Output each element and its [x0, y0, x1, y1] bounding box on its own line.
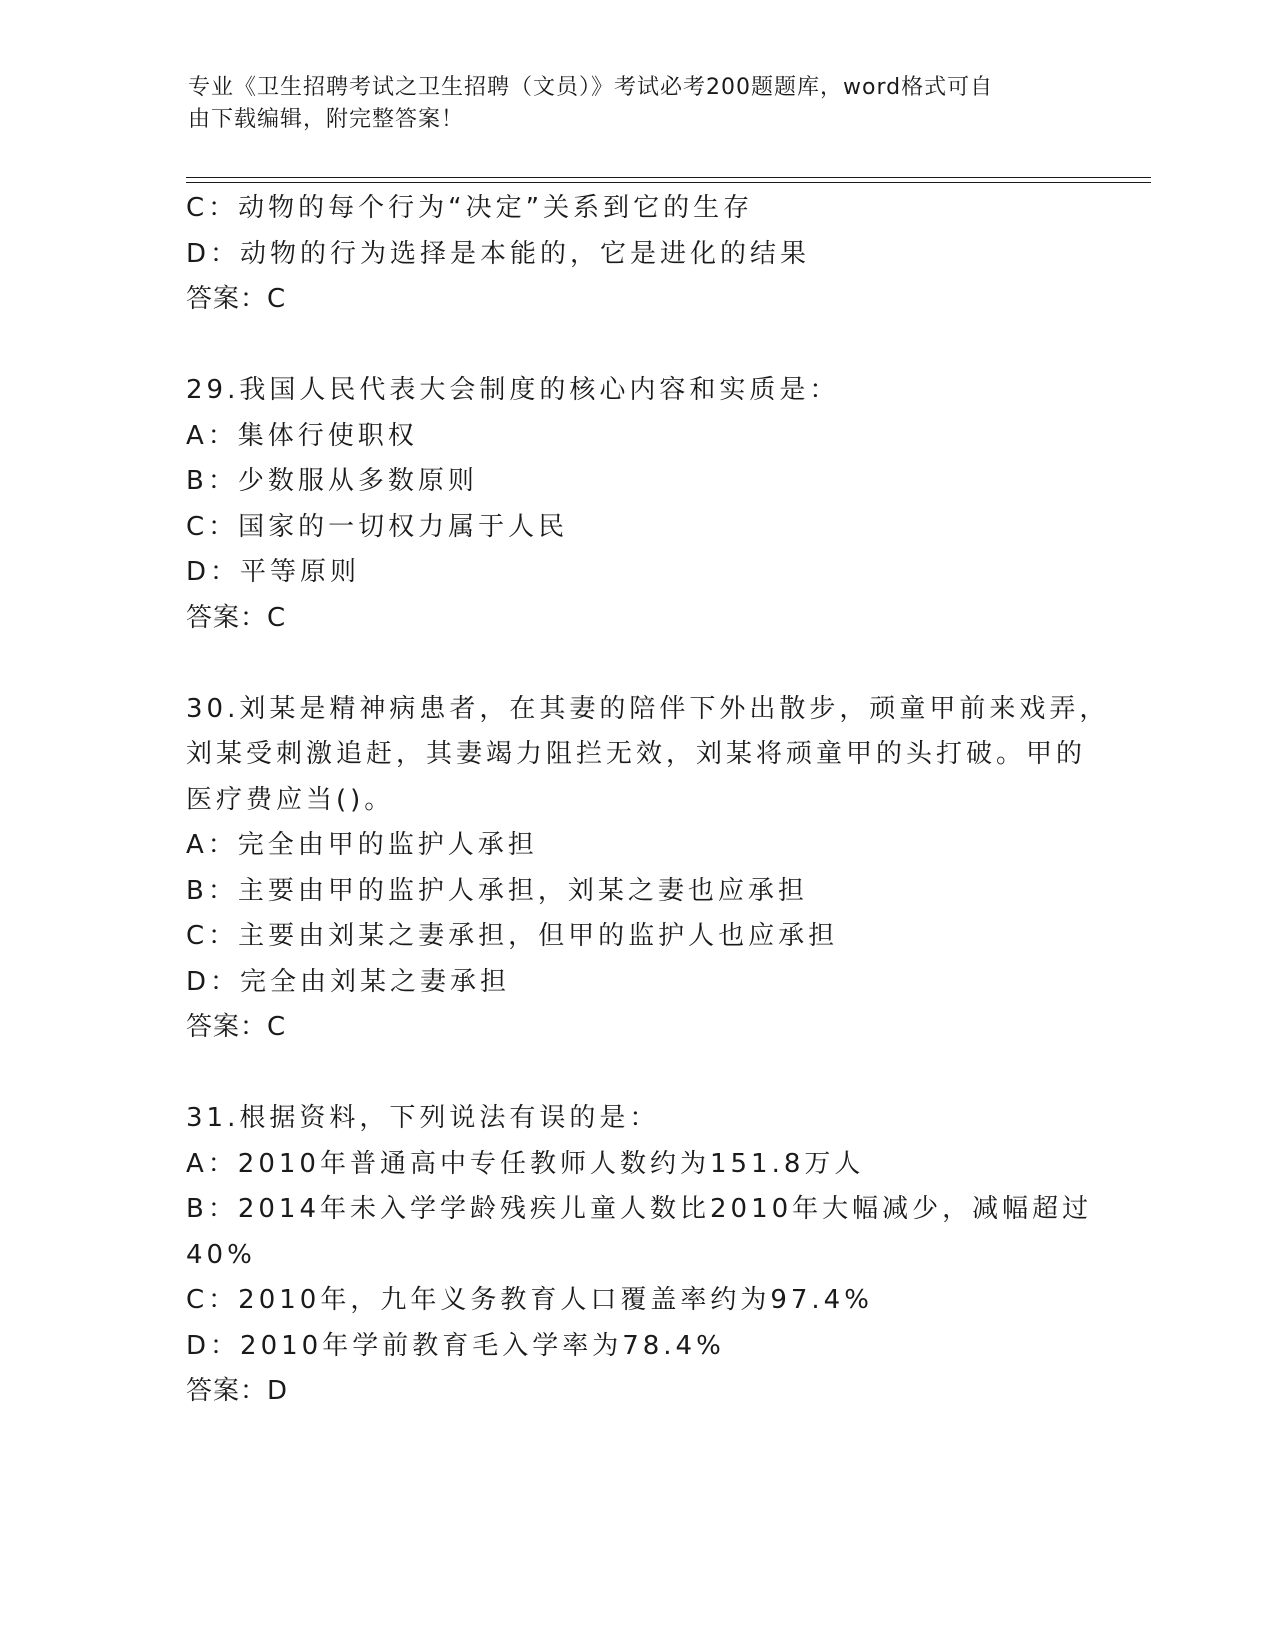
answer-line: 答案：C	[186, 284, 287, 314]
option-d: D：动物的行为选择是本能的，它是进化的结果	[186, 238, 811, 269]
option-b-line-2: 40%	[186, 1239, 256, 1270]
spacer	[186, 323, 1066, 369]
question-29	[186, 368, 1066, 641]
header-rule-bottom	[186, 182, 1151, 183]
option-d: D：完全由刘某之妻承担	[186, 966, 511, 997]
answer-line: 答案：C	[186, 1012, 287, 1042]
question-30	[186, 687, 1110, 1051]
option-c: C：国家的一切权力属于人民	[186, 511, 569, 542]
document-body	[186, 186, 1110, 1415]
question-stem: 29.我国人民代表大会制度的核心内容和实质是：	[186, 375, 840, 405]
spacer	[186, 1051, 1066, 1097]
option-a: A：集体行使职权	[186, 420, 418, 451]
option-c: C：主要由刘某之妻承担，但甲的监护人也应承担	[186, 921, 839, 951]
option-b: B：主要由甲的监护人承担，刘某之妻也应承担	[186, 875, 808, 906]
header-rule-top	[186, 177, 1151, 178]
option-c: C：动物的每个行为“决定”关系到它的生存	[186, 193, 754, 223]
answer-line: 答案：D	[186, 1376, 289, 1406]
option-b-line-1: B：2014年未入学学龄残疾儿童人数比2010年大幅减少，减幅超过	[186, 1194, 1093, 1224]
question-stem-line-2: 刘某受刺激追赶，其妻竭力阻拦无效，刘某将顽童甲的头打破。甲的	[186, 739, 1087, 769]
header-line-1: 专业《卫生招聘考试之卫生招聘（文员）》考试必考200题题库，word格式可自	[188, 75, 994, 100]
spacer	[186, 641, 1066, 687]
question-stem-line-3: 医疗费应当()。	[186, 784, 395, 815]
answer-line: 答案：C	[186, 602, 287, 633]
option-c: C：2010年，九年义务教育人口覆盖率约为97.4%	[186, 1285, 873, 1315]
option-a: A：2010年普通高中专任教师人数约为151.8万人	[186, 1148, 865, 1179]
question-28-tail	[186, 186, 1066, 323]
option-b: B：少数服从多数原则	[186, 466, 478, 496]
option-a: A：完全由甲的监护人承担	[186, 830, 538, 860]
option-d: D：2010年学前教育毛入学率为78.4%	[186, 1330, 725, 1361]
document-header	[188, 72, 1068, 136]
option-d: D：平等原则	[186, 557, 361, 587]
question-stem-line-1: 30.刘某是精神病患者，在其妻的陪伴下外出散步，顽童甲前来戏弄，	[186, 693, 1110, 724]
question-31	[186, 1096, 1093, 1415]
header-line-2: 由下载编辑，附完整答案！	[188, 107, 465, 132]
question-stem: 31.根据资料，下列说法有误的是：	[186, 1103, 660, 1133]
